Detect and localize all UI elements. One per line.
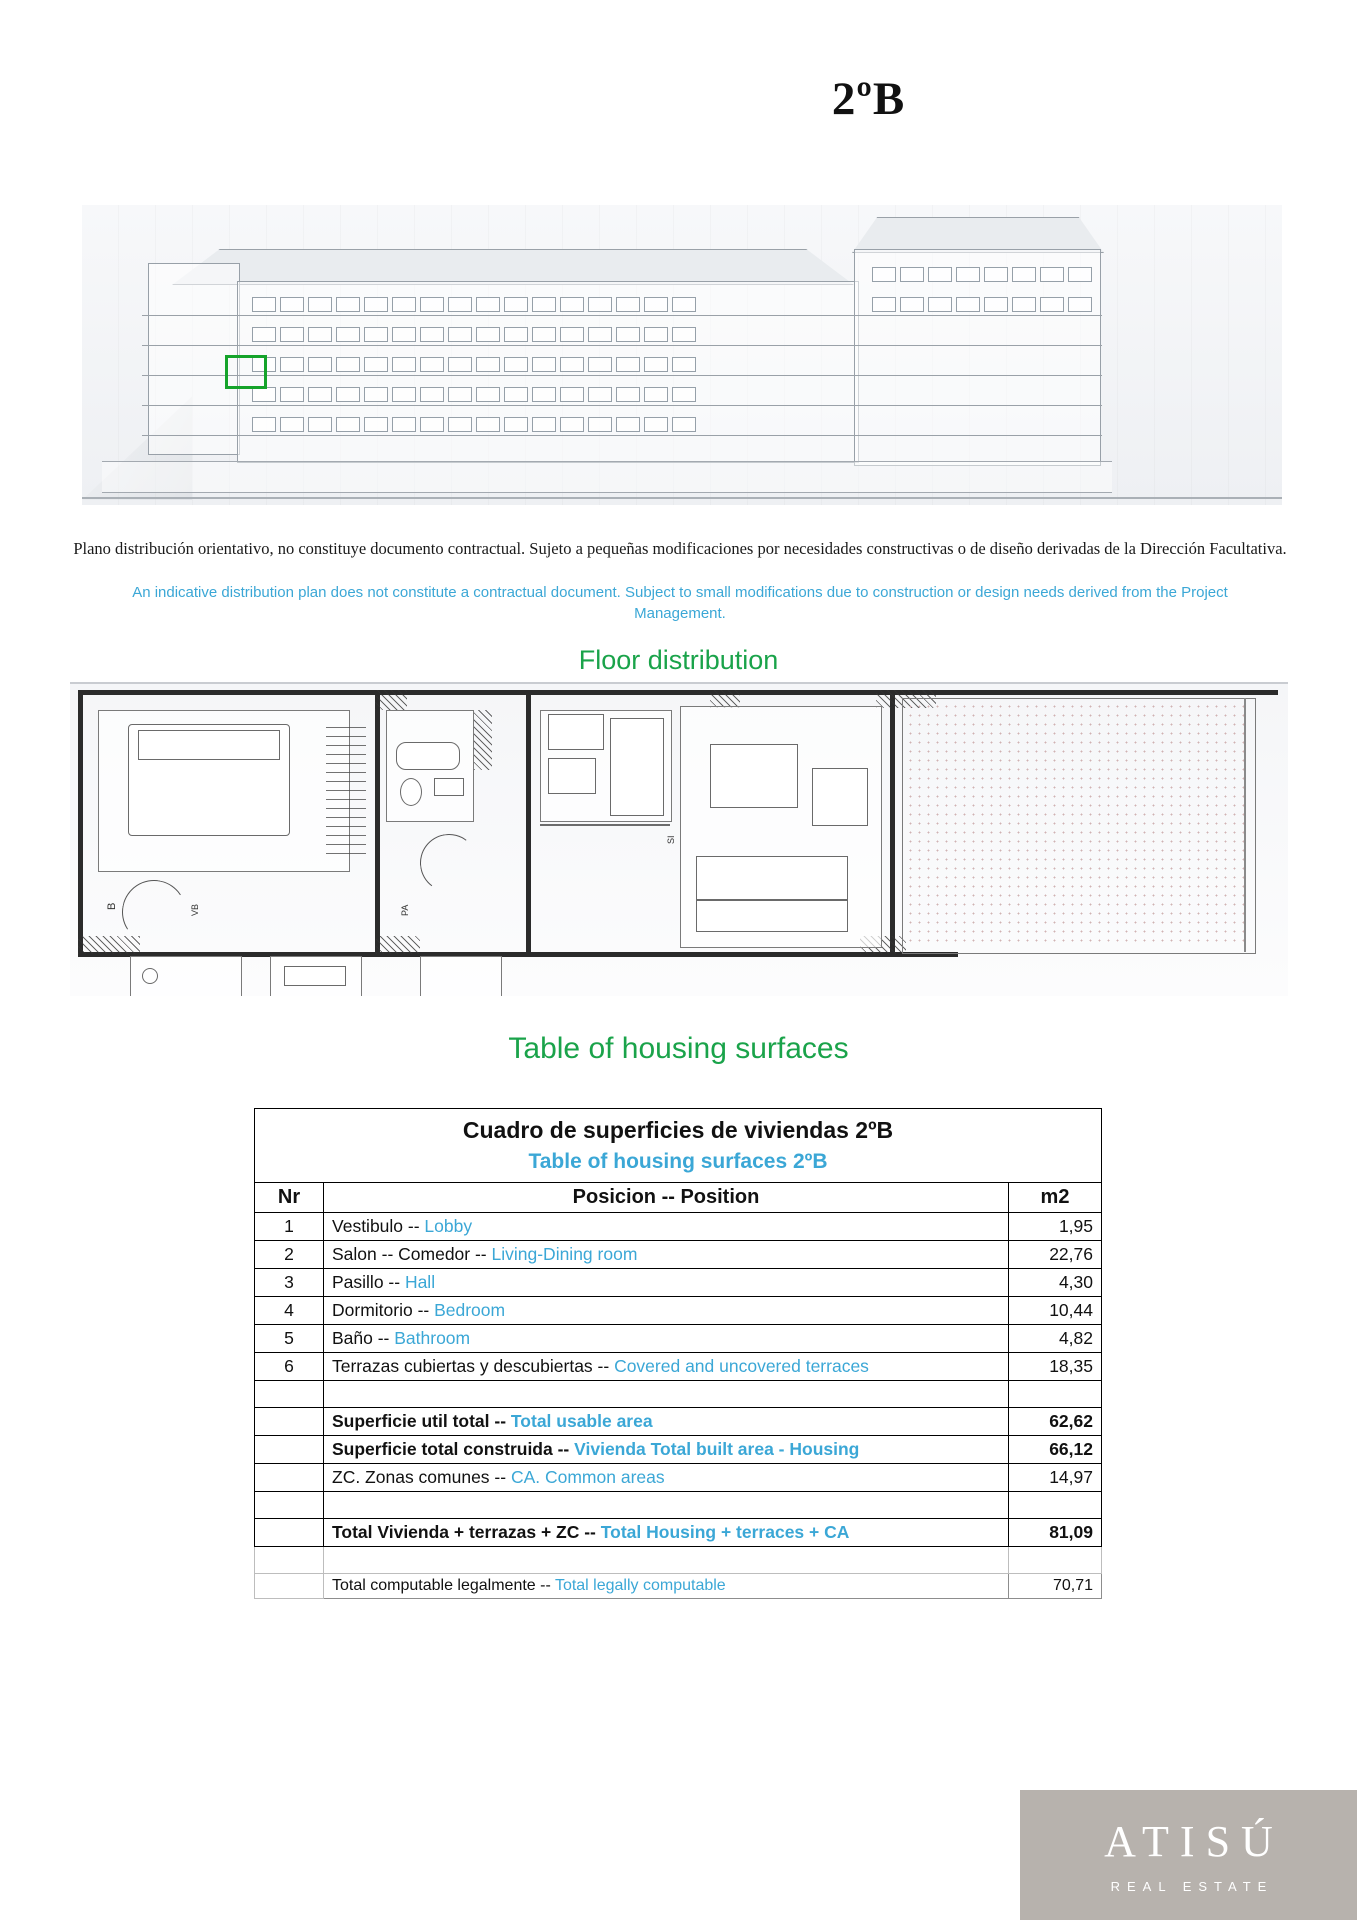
terrace-area (902, 698, 1256, 954)
total-label-en: CA. Common areas (510, 1467, 665, 1487)
window (616, 417, 640, 432)
window (1068, 267, 1092, 282)
logo-tagline: REAL ESTATE (1110, 1879, 1274, 1894)
total-area: 14,97 (1009, 1464, 1102, 1492)
row-number (255, 1574, 324, 1599)
base-line (82, 497, 1282, 499)
row-area: 4,30 (1009, 1269, 1102, 1297)
row-number: 2 (255, 1241, 324, 1269)
lower-fixture (142, 968, 158, 984)
window (364, 327, 388, 342)
total-label-en: Total usable area (510, 1411, 653, 1431)
row-area: 10,44 (1009, 1297, 1102, 1325)
row-position (324, 1241, 1009, 1269)
window (308, 327, 332, 342)
window (476, 327, 500, 342)
window (872, 297, 896, 312)
heading-table-of-surfaces: Table of housing surfaces (508, 1032, 849, 1065)
window (588, 387, 612, 402)
table-row (255, 1297, 1102, 1325)
window (420, 387, 444, 402)
spacer-cell (1009, 1381, 1102, 1408)
spacer-cell (255, 1547, 324, 1574)
row-position-es: Dormitorio -- (332, 1300, 435, 1320)
row-area: 22,76 (1009, 1241, 1102, 1269)
armchair (812, 768, 868, 826)
window (420, 297, 444, 312)
window (1012, 297, 1036, 312)
window (672, 417, 696, 432)
window (308, 387, 332, 402)
window (336, 297, 360, 312)
row-position-es: Baño -- (332, 1328, 395, 1348)
window (280, 327, 304, 342)
window (280, 417, 304, 432)
window (872, 267, 896, 282)
window (672, 327, 696, 342)
logo-name: ATISÚ (1104, 1817, 1284, 1866)
total-label (324, 1464, 1009, 1492)
grand-total-label-es: Total Vivienda + terrazas + ZC -- (332, 1522, 601, 1542)
spacer-cell (1009, 1547, 1102, 1574)
window (644, 357, 668, 372)
window (644, 387, 668, 402)
total-label (324, 1436, 1009, 1464)
table-title-row-en (255, 1147, 1102, 1183)
table-header-row (255, 1183, 1102, 1213)
window (1040, 297, 1064, 312)
table-spacer-row (255, 1492, 1102, 1519)
sofa (696, 856, 848, 900)
row-number: 4 (255, 1297, 324, 1325)
window (364, 357, 388, 372)
window-row (252, 297, 696, 312)
window (588, 357, 612, 372)
window (420, 357, 444, 372)
kitchen-counter (610, 718, 664, 816)
window (644, 297, 668, 312)
window (448, 417, 472, 432)
terrace-railing (1244, 698, 1246, 952)
window (504, 417, 528, 432)
window (364, 297, 388, 312)
window (532, 417, 556, 432)
spacer-cell (324, 1547, 1009, 1574)
row-position (324, 1297, 1009, 1325)
table-row (255, 1353, 1102, 1381)
heading-floor-distribution: Floor distribution (578, 645, 779, 675)
window (392, 357, 416, 372)
grand-total-label-en: Total Housing + terraces + CA (600, 1522, 850, 1542)
window (392, 417, 416, 432)
row-position-en: Hall (404, 1272, 436, 1292)
sink-furniture (434, 778, 464, 796)
window (336, 387, 360, 402)
grand-total-area: 81,09 (1009, 1519, 1102, 1547)
window (448, 387, 472, 402)
table-row (255, 1269, 1102, 1297)
room-label-b: B (106, 902, 118, 910)
window (532, 387, 556, 402)
interior-wall (526, 690, 531, 952)
table-legal-total-row (255, 1574, 1102, 1599)
lower-fixture (284, 966, 346, 986)
window (532, 327, 556, 342)
window (336, 327, 360, 342)
window (336, 357, 360, 372)
table-spacer-row (255, 1547, 1102, 1574)
window (1040, 267, 1064, 282)
window (672, 357, 696, 372)
table-total-row (255, 1464, 1102, 1492)
window (420, 417, 444, 432)
window (476, 387, 500, 402)
total-area: 66,12 (1009, 1436, 1102, 1464)
row-position-en: Covered and uncovered terraces (614, 1356, 869, 1376)
window (928, 267, 952, 282)
lower-room-3 (420, 956, 502, 996)
table-total-row (255, 1436, 1102, 1464)
window (616, 327, 640, 342)
window (900, 267, 924, 282)
roof-main (172, 249, 854, 285)
row-area: 4,82 (1009, 1325, 1102, 1353)
row-position-en: Bedroom (434, 1300, 506, 1320)
window-row (252, 357, 696, 372)
row-number: 3 (255, 1269, 324, 1297)
table-title-es: Cuadro de superficies de viviendas 2ºB (255, 1109, 1102, 1148)
window (252, 387, 276, 402)
window-row (252, 327, 696, 342)
window (476, 417, 500, 432)
legal-total-label (324, 1574, 1009, 1599)
row-position-es: Vestibulo -- (332, 1216, 425, 1236)
window (644, 417, 668, 432)
window (392, 387, 416, 402)
table-spacer-row (255, 1381, 1102, 1408)
window (252, 327, 276, 342)
room-label-si: SI (666, 835, 676, 844)
row-position (324, 1269, 1009, 1297)
page-title: 2ºB (831, 73, 906, 125)
legal-total-area: 70,71 (1009, 1574, 1102, 1599)
row-number: 5 (255, 1325, 324, 1353)
window (364, 387, 388, 402)
window (560, 327, 584, 342)
window (616, 297, 640, 312)
window-row-right (872, 297, 1092, 312)
row-position (324, 1353, 1009, 1381)
floor-line (142, 375, 1102, 376)
window (560, 387, 584, 402)
shaft-hatch (474, 710, 492, 770)
row-number (255, 1519, 324, 1547)
table-title-en: Table of housing surfaces 2ºB (255, 1147, 1102, 1183)
window (616, 387, 640, 402)
room-label-vb: VB (190, 903, 200, 916)
window (984, 297, 1008, 312)
room-label-pa: PA (400, 904, 410, 916)
floor-line (142, 315, 1102, 316)
disclaimer-spanish: Plano distribución orientativo, no constituye documento contractual. Sujeto a pequeñas modificaciones por necesidades constructivas o de diseño derivadas de la Dirección Facultativa. (73, 539, 1287, 558)
total-label-en: Vivienda Total built area - Housing (574, 1439, 860, 1459)
window (900, 297, 924, 312)
window (560, 357, 584, 372)
exterior-wall (78, 690, 1278, 695)
window (1068, 297, 1092, 312)
interior-wall (375, 690, 380, 952)
row-position-en: Bathroom (394, 1328, 471, 1348)
legal-total-label-es: Total computable legalmente -- (332, 1577, 555, 1594)
stair-treads (326, 724, 366, 854)
row-position-en: Living-Dining room (491, 1244, 638, 1264)
ground-floor-band (102, 461, 1112, 493)
window (672, 297, 696, 312)
row-position (324, 1325, 1009, 1353)
spacer-cell (255, 1381, 324, 1408)
window (392, 327, 416, 342)
row-position-es: Salon -- Comedor -- (332, 1244, 492, 1264)
window (252, 417, 276, 432)
column-header-m2: m2 (1009, 1183, 1102, 1213)
window (280, 357, 304, 372)
kitchen-sink (548, 714, 604, 750)
row-area: 18,35 (1009, 1353, 1102, 1381)
table-title-row-es (255, 1109, 1102, 1148)
interior-wall (890, 690, 895, 952)
window (308, 357, 332, 372)
exterior-wall (78, 690, 83, 952)
window (588, 297, 612, 312)
spacer-cell (324, 1492, 1009, 1519)
spacer-cell (324, 1381, 1009, 1408)
row-number: 1 (255, 1213, 324, 1241)
window (928, 297, 952, 312)
column-header-position: Posicion -- Position (324, 1183, 1009, 1213)
bathtub-furniture (396, 742, 460, 770)
window (448, 357, 472, 372)
row-number (255, 1436, 324, 1464)
window (280, 387, 304, 402)
table-row (255, 1213, 1102, 1241)
floor-plan-drawing (70, 682, 1288, 996)
row-position-es: Terrazas cubiertas y descubiertas -- (332, 1356, 615, 1376)
column-header-nr: Nr (255, 1183, 324, 1213)
window (956, 267, 980, 282)
table-row (255, 1325, 1102, 1353)
window (532, 357, 556, 372)
total-label-es: ZC. Zonas comunes -- (332, 1467, 511, 1487)
kitchen-hob (548, 758, 596, 794)
floor-line (142, 405, 1102, 406)
window (392, 297, 416, 312)
total-label (324, 1408, 1009, 1436)
floor-line (142, 345, 1102, 346)
row-position (324, 1213, 1009, 1241)
window (504, 387, 528, 402)
row-position-es: Pasillo -- (332, 1272, 405, 1292)
window (364, 417, 388, 432)
wall-hatch (376, 936, 420, 954)
window (560, 417, 584, 432)
window (448, 297, 472, 312)
wall-hatch (78, 936, 140, 954)
window (252, 297, 276, 312)
window (956, 297, 980, 312)
building-elevation-drawing (82, 205, 1282, 505)
roof-right-wing (852, 217, 1104, 253)
grand-total-label (324, 1519, 1009, 1547)
dining-table (710, 744, 798, 808)
spacer-cell (1009, 1492, 1102, 1519)
table-grand-total-row (255, 1519, 1102, 1547)
window (280, 297, 304, 312)
window (588, 417, 612, 432)
window (336, 417, 360, 432)
window (672, 387, 696, 402)
window-row (252, 387, 696, 402)
disclaimer-english: An indicative distribution plan does not constitute a contractual document. Subject to small modifications due to construction or design needs derived from the Project Management. (132, 584, 1228, 622)
row-number (255, 1408, 324, 1436)
table-total-row (255, 1408, 1102, 1436)
housing-surfaces-table (254, 1108, 1102, 1599)
table-row (255, 1241, 1102, 1269)
window (420, 327, 444, 342)
row-area: 1,95 (1009, 1213, 1102, 1241)
window (476, 297, 500, 312)
window (476, 357, 500, 372)
window (504, 357, 528, 372)
row-position-en: Lobby (424, 1216, 473, 1236)
window (308, 417, 332, 432)
window (504, 327, 528, 342)
window (448, 327, 472, 342)
window (588, 327, 612, 342)
window-row-right (872, 267, 1092, 282)
kitchen-partition (540, 824, 670, 826)
bed-headboard (138, 730, 280, 760)
wall-hatch (375, 690, 407, 710)
spacer-cell (255, 1492, 324, 1519)
window (1012, 267, 1036, 282)
total-label-es: Superficie total construida -- (332, 1439, 575, 1459)
row-number (255, 1464, 324, 1492)
window-row (252, 417, 696, 432)
legal-total-label-en: Total legally computable (554, 1577, 726, 1594)
window (984, 267, 1008, 282)
window (532, 297, 556, 312)
toilet-furniture (400, 778, 422, 806)
total-label-es: Superficie util total -- (332, 1411, 511, 1431)
window (560, 297, 584, 312)
company-logo (1020, 1790, 1357, 1920)
window (644, 327, 668, 342)
sofa-secondary (696, 900, 848, 932)
floor-line (142, 435, 1102, 436)
total-area: 62,62 (1009, 1408, 1102, 1436)
window (308, 297, 332, 312)
selected-apartment-highlight (225, 355, 267, 389)
window (616, 357, 640, 372)
window (504, 297, 528, 312)
row-number: 6 (255, 1353, 324, 1381)
